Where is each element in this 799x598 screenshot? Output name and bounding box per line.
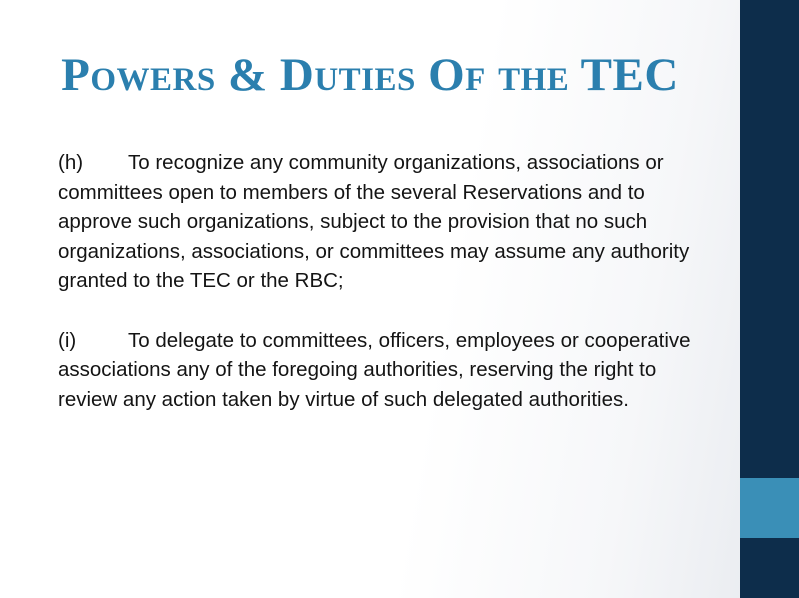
slide-body <box>58 148 708 444</box>
paragraph-marker: (h) <box>58 151 84 174</box>
slide-title: Powers & Duties Of the TEC <box>61 49 679 101</box>
sidebar-accent-block <box>740 478 799 538</box>
paragraph-marker: (i) <box>58 328 77 352</box>
decorative-sidebar <box>740 0 799 598</box>
paragraph-text: To recognize any community organizations, associations or committees open to members of the several Reservations and to approve such organizations, subject to the provision that no such organizations, associations, or committees may assume any authority granted to the TEC or the RBC; <box>58 151 690 292</box>
paragraph-text: To delegate to committees, officers, employees or cooperative associations any of the foregoing authorities, reserving the right to review any action taken by virtue of such delegated authorities. <box>58 328 691 411</box>
paragraph-h <box>58 148 708 296</box>
paragraph-i <box>58 326 708 415</box>
